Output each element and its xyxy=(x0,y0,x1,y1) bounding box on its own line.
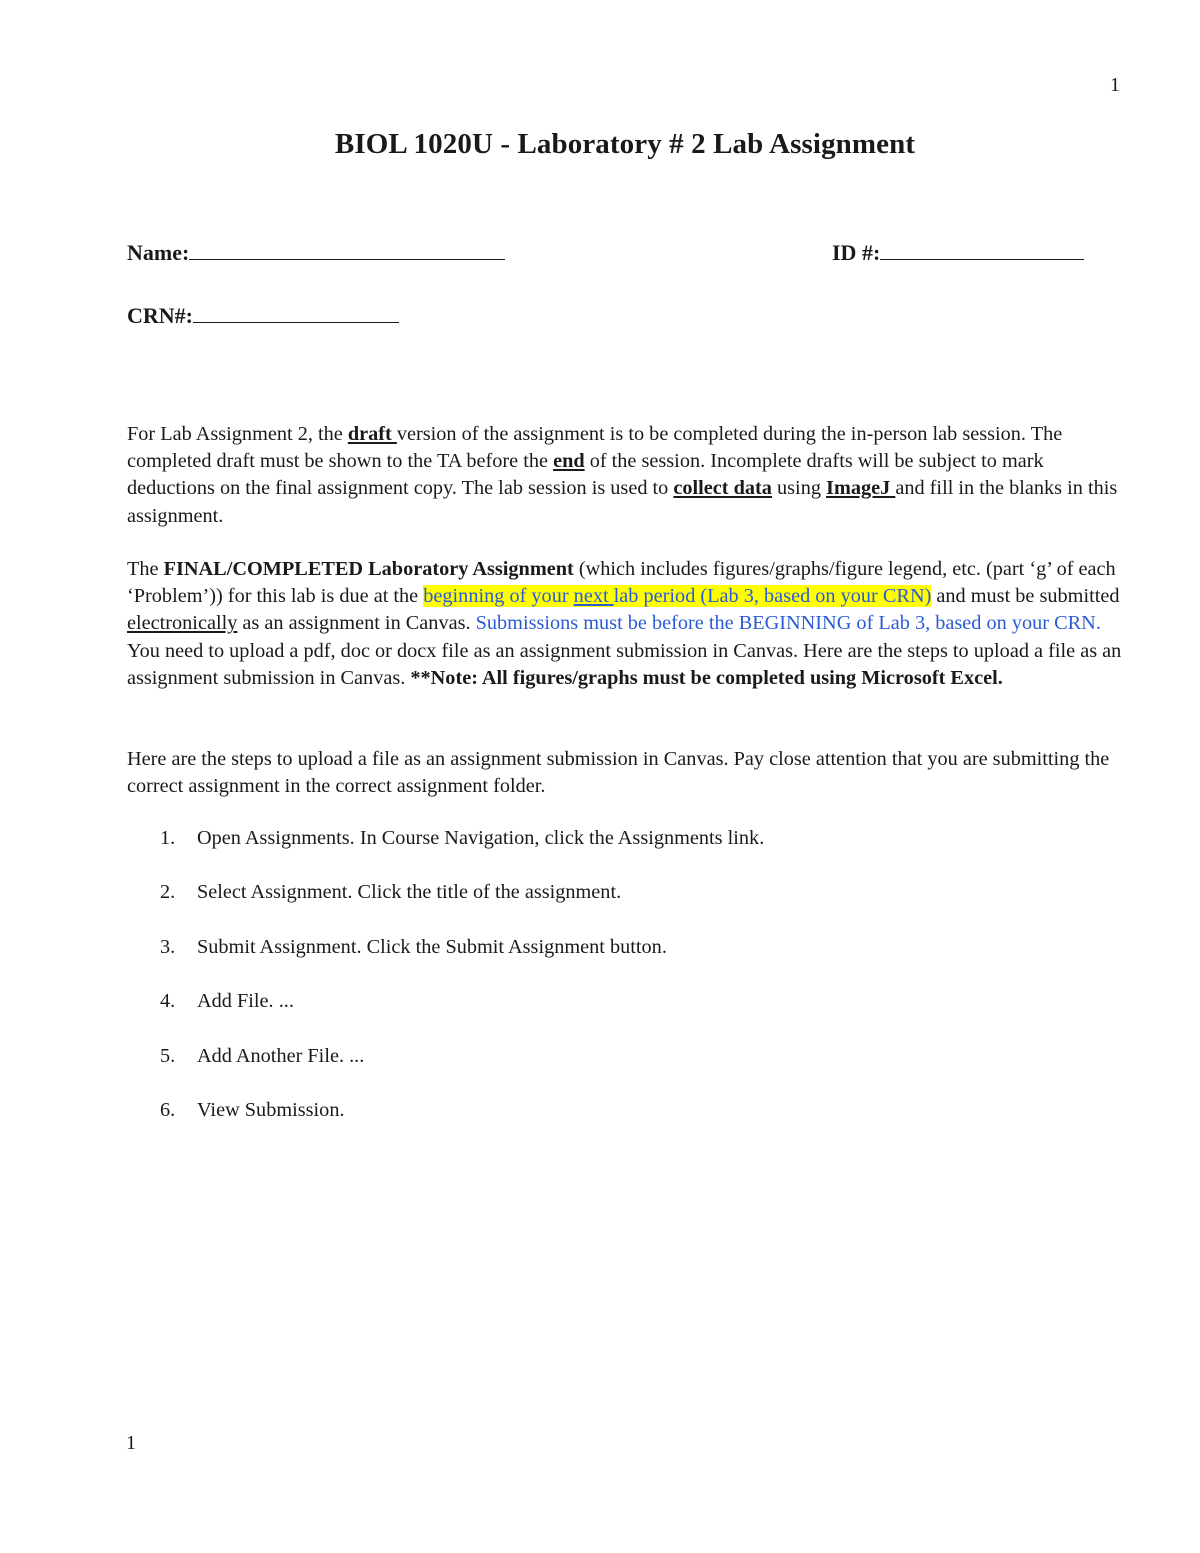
emphasis-draft: draft xyxy=(347,423,397,445)
step-number: 3. xyxy=(160,935,176,958)
step-number: 6. xyxy=(160,1098,176,1121)
step-text: Open Assignments. In Course Navigation, click the Assignments link. xyxy=(197,827,765,849)
step-text: Add File. ... xyxy=(197,990,294,1013)
text: of the session. Incomplete drafts will be subject to mark deductions on the final assignment copy. The lab session is used to xyxy=(127,450,1044,500)
id-label: ID #: xyxy=(832,240,881,265)
emphasis-final-completed: FINAL/COMPLETED Laboratory Assignment xyxy=(163,558,574,580)
document-title: BIOL 1020U - Laboratory # 2 Lab Assignment xyxy=(334,128,916,160)
crn-label: CRN#: xyxy=(127,303,193,328)
crn-field xyxy=(127,303,399,329)
name-label: Name: xyxy=(127,240,190,265)
page-number-bottom: 1 xyxy=(126,1432,136,1454)
text: For Lab Assignment 2, the xyxy=(127,423,348,445)
name-field xyxy=(127,240,505,266)
text: and fill in the blanks in this assignment. xyxy=(127,477,1118,527)
step-text: Submit Assignment. Click the Submit Assignment button. xyxy=(197,935,667,958)
page-number-top: 1 xyxy=(1110,74,1120,96)
emphasis-end: end xyxy=(553,450,585,473)
upload-steps-intro: Here are the steps to upload a file as an assignment submission in Canvas. Pay close attention that you are submitting the correct assignment in the correct assignment folder. xyxy=(127,748,1110,798)
text: version of the assignment is to be completed during the in-person lab session. The completed draft must be shown to the TA before the xyxy=(127,423,1063,473)
id-field xyxy=(832,240,1084,266)
highlighted-text: lab period (Lab 3, based on your CRN) xyxy=(613,585,932,608)
final-assignment-paragraph xyxy=(127,556,1127,692)
name-blank-line[interactable] xyxy=(189,258,505,260)
step-number: 5. xyxy=(160,1044,176,1067)
emphasis-imagej: ImageJ xyxy=(826,477,896,500)
step-text: Add Another File. ... xyxy=(197,1044,365,1067)
step-number: 1. xyxy=(160,827,176,849)
id-blank-line[interactable] xyxy=(880,258,1084,260)
step-number: 2. xyxy=(160,881,176,904)
excel-note: **Note: All figures/graphs must be completed using Microsoft Excel. xyxy=(410,666,1003,689)
emphasis-electronically: electronically xyxy=(127,612,238,635)
text: as an assignment in Canvas. xyxy=(237,612,476,635)
emphasis-collect-data: collect data xyxy=(673,477,772,500)
draft-instructions-paragraph xyxy=(127,421,1127,530)
text: (which includes figures/graphs/figure legend, etc. (part ‘g’ of each ‘Problem’)) for this lab is due at the xyxy=(127,558,1116,608)
blue-deadline-text: Submissions must be before the BEGINNING of Lab 3, based on your CRN. xyxy=(475,612,1101,635)
text: and must be submitted xyxy=(931,585,1120,608)
text: You need to upload a pdf, doc or docx file as an assignment submission in Canvas. Here are the steps to upload a file as an assignment submission in Canvas. xyxy=(127,639,1122,689)
text: using xyxy=(771,477,827,500)
step-text: View Submission. xyxy=(197,1098,345,1121)
step-text: Select Assignment. Click the title of the assignment. xyxy=(197,881,622,904)
highlighted-text: beginning of your xyxy=(423,585,574,608)
crn-blank-line[interactable] xyxy=(193,321,399,323)
text: The xyxy=(127,558,164,580)
step-number: 4. xyxy=(160,990,176,1013)
highlighted-next: next xyxy=(573,585,614,608)
